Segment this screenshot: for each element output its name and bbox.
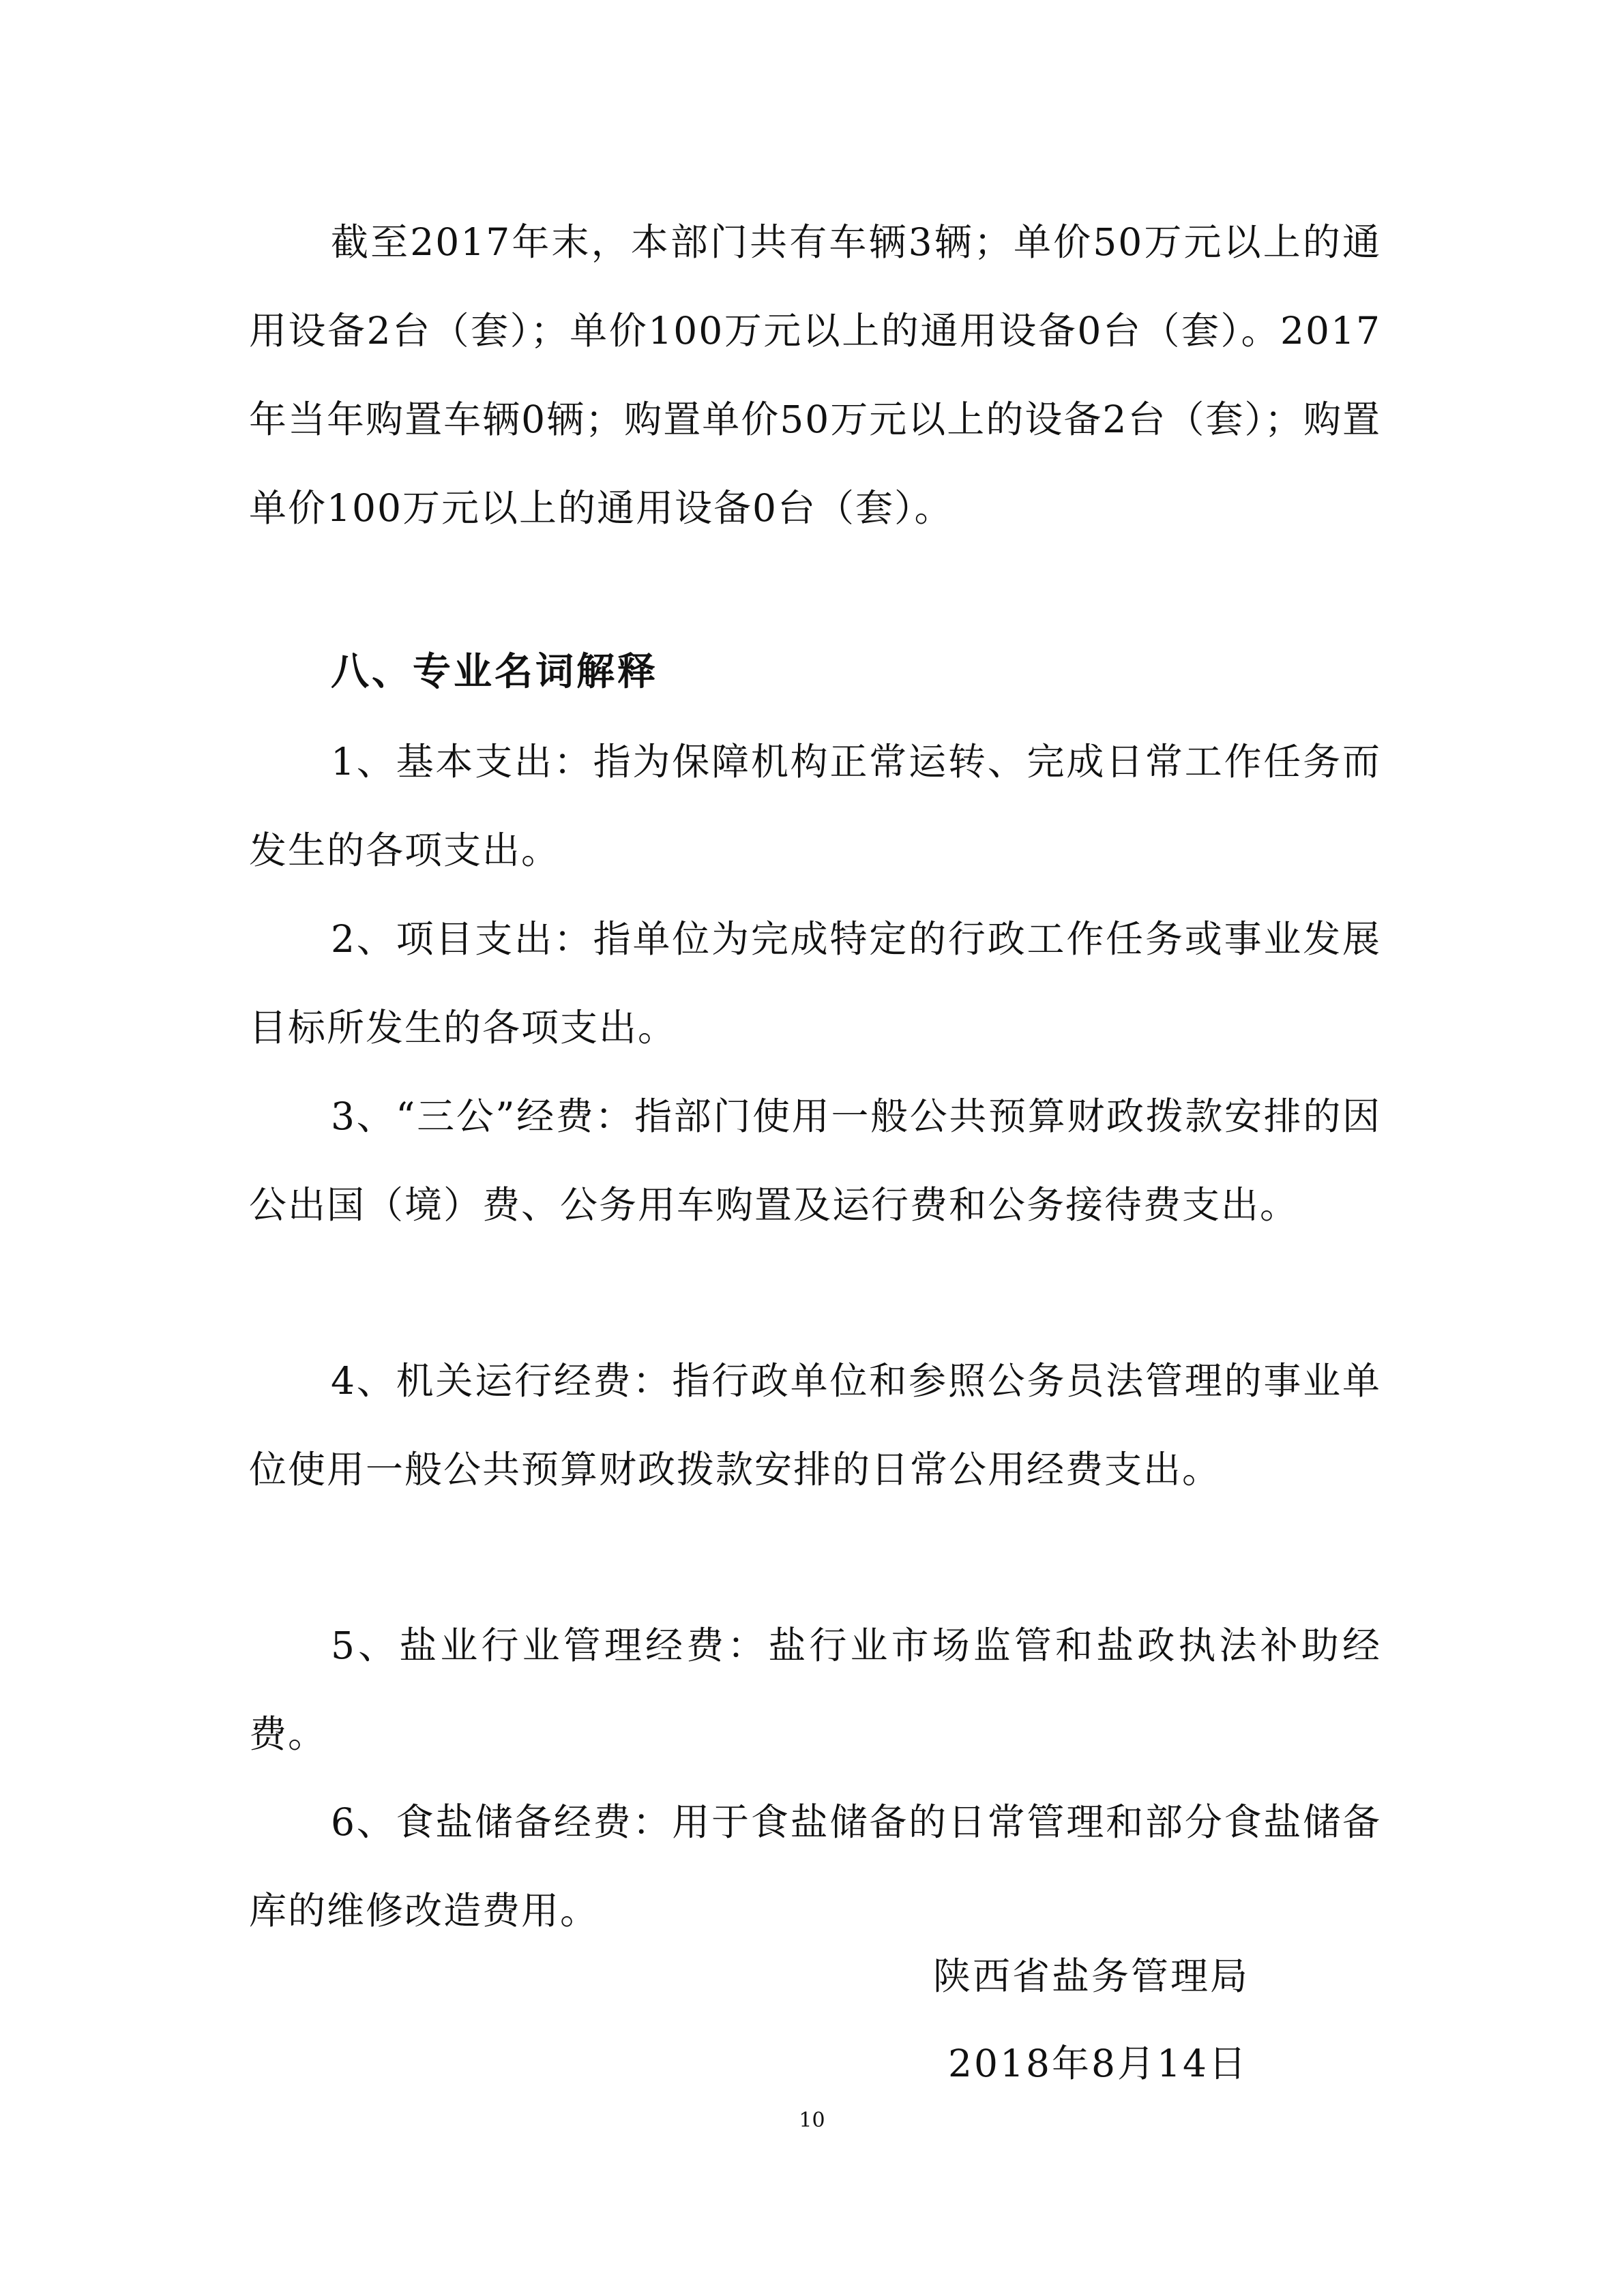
signature-date: 2018年8月14日 [948, 2042, 1248, 2085]
definition-three-public-funds: 3、“三公”经费：指部门使用一般公共预算财政拨款安排的因公出国（境）费、公务用车购置及运行费和公务接待费支出。 [249, 1094, 1381, 1227]
definition-salt-reserve-funds: 6、食盐储备经费：用于食盐储备的日常管理和部分食盐储备库的维修改造费用。 [249, 1800, 1381, 1933]
definition-basic-expenditure: 1、基本支出：指为保障机构正常运转、完成日常工作任务而发生的各项支出。 [249, 740, 1381, 872]
signature-organization: 陕西省盐务管理局 [933, 1954, 1250, 1998]
definition-agency-operating-funds: 4、机关运行经费：指行政单位和参照公务员法管理的事业单位使用一般公共预算财政拨款安排的日常公用经费支出。 [249, 1359, 1381, 1491]
page-number: 10 [799, 2108, 825, 2132]
definition-salt-industry-funds: 5、盐业行业管理经费：盐行业市场监管和盐政执法补助经费。 [249, 1624, 1381, 1756]
section-heading: 八、专业名词解释 [331, 649, 658, 694]
vehicle-equipment-paragraph: 截至2017年末，本部门共有车辆3辆；单价50万元以上的通用设备2台（套）；单价100万元以上的通用设备0台（套）。2017年当年购置车辆0辆；购置单价50万元以上的设备2台（套）；购置单价100万元以上的通用设备0台（套）。 [249, 220, 1381, 530]
definition-project-expenditure: 2、项目支出：指单位为完成特定的行政工作任务或事业发展目标所发生的各项支出。 [249, 917, 1381, 1049]
